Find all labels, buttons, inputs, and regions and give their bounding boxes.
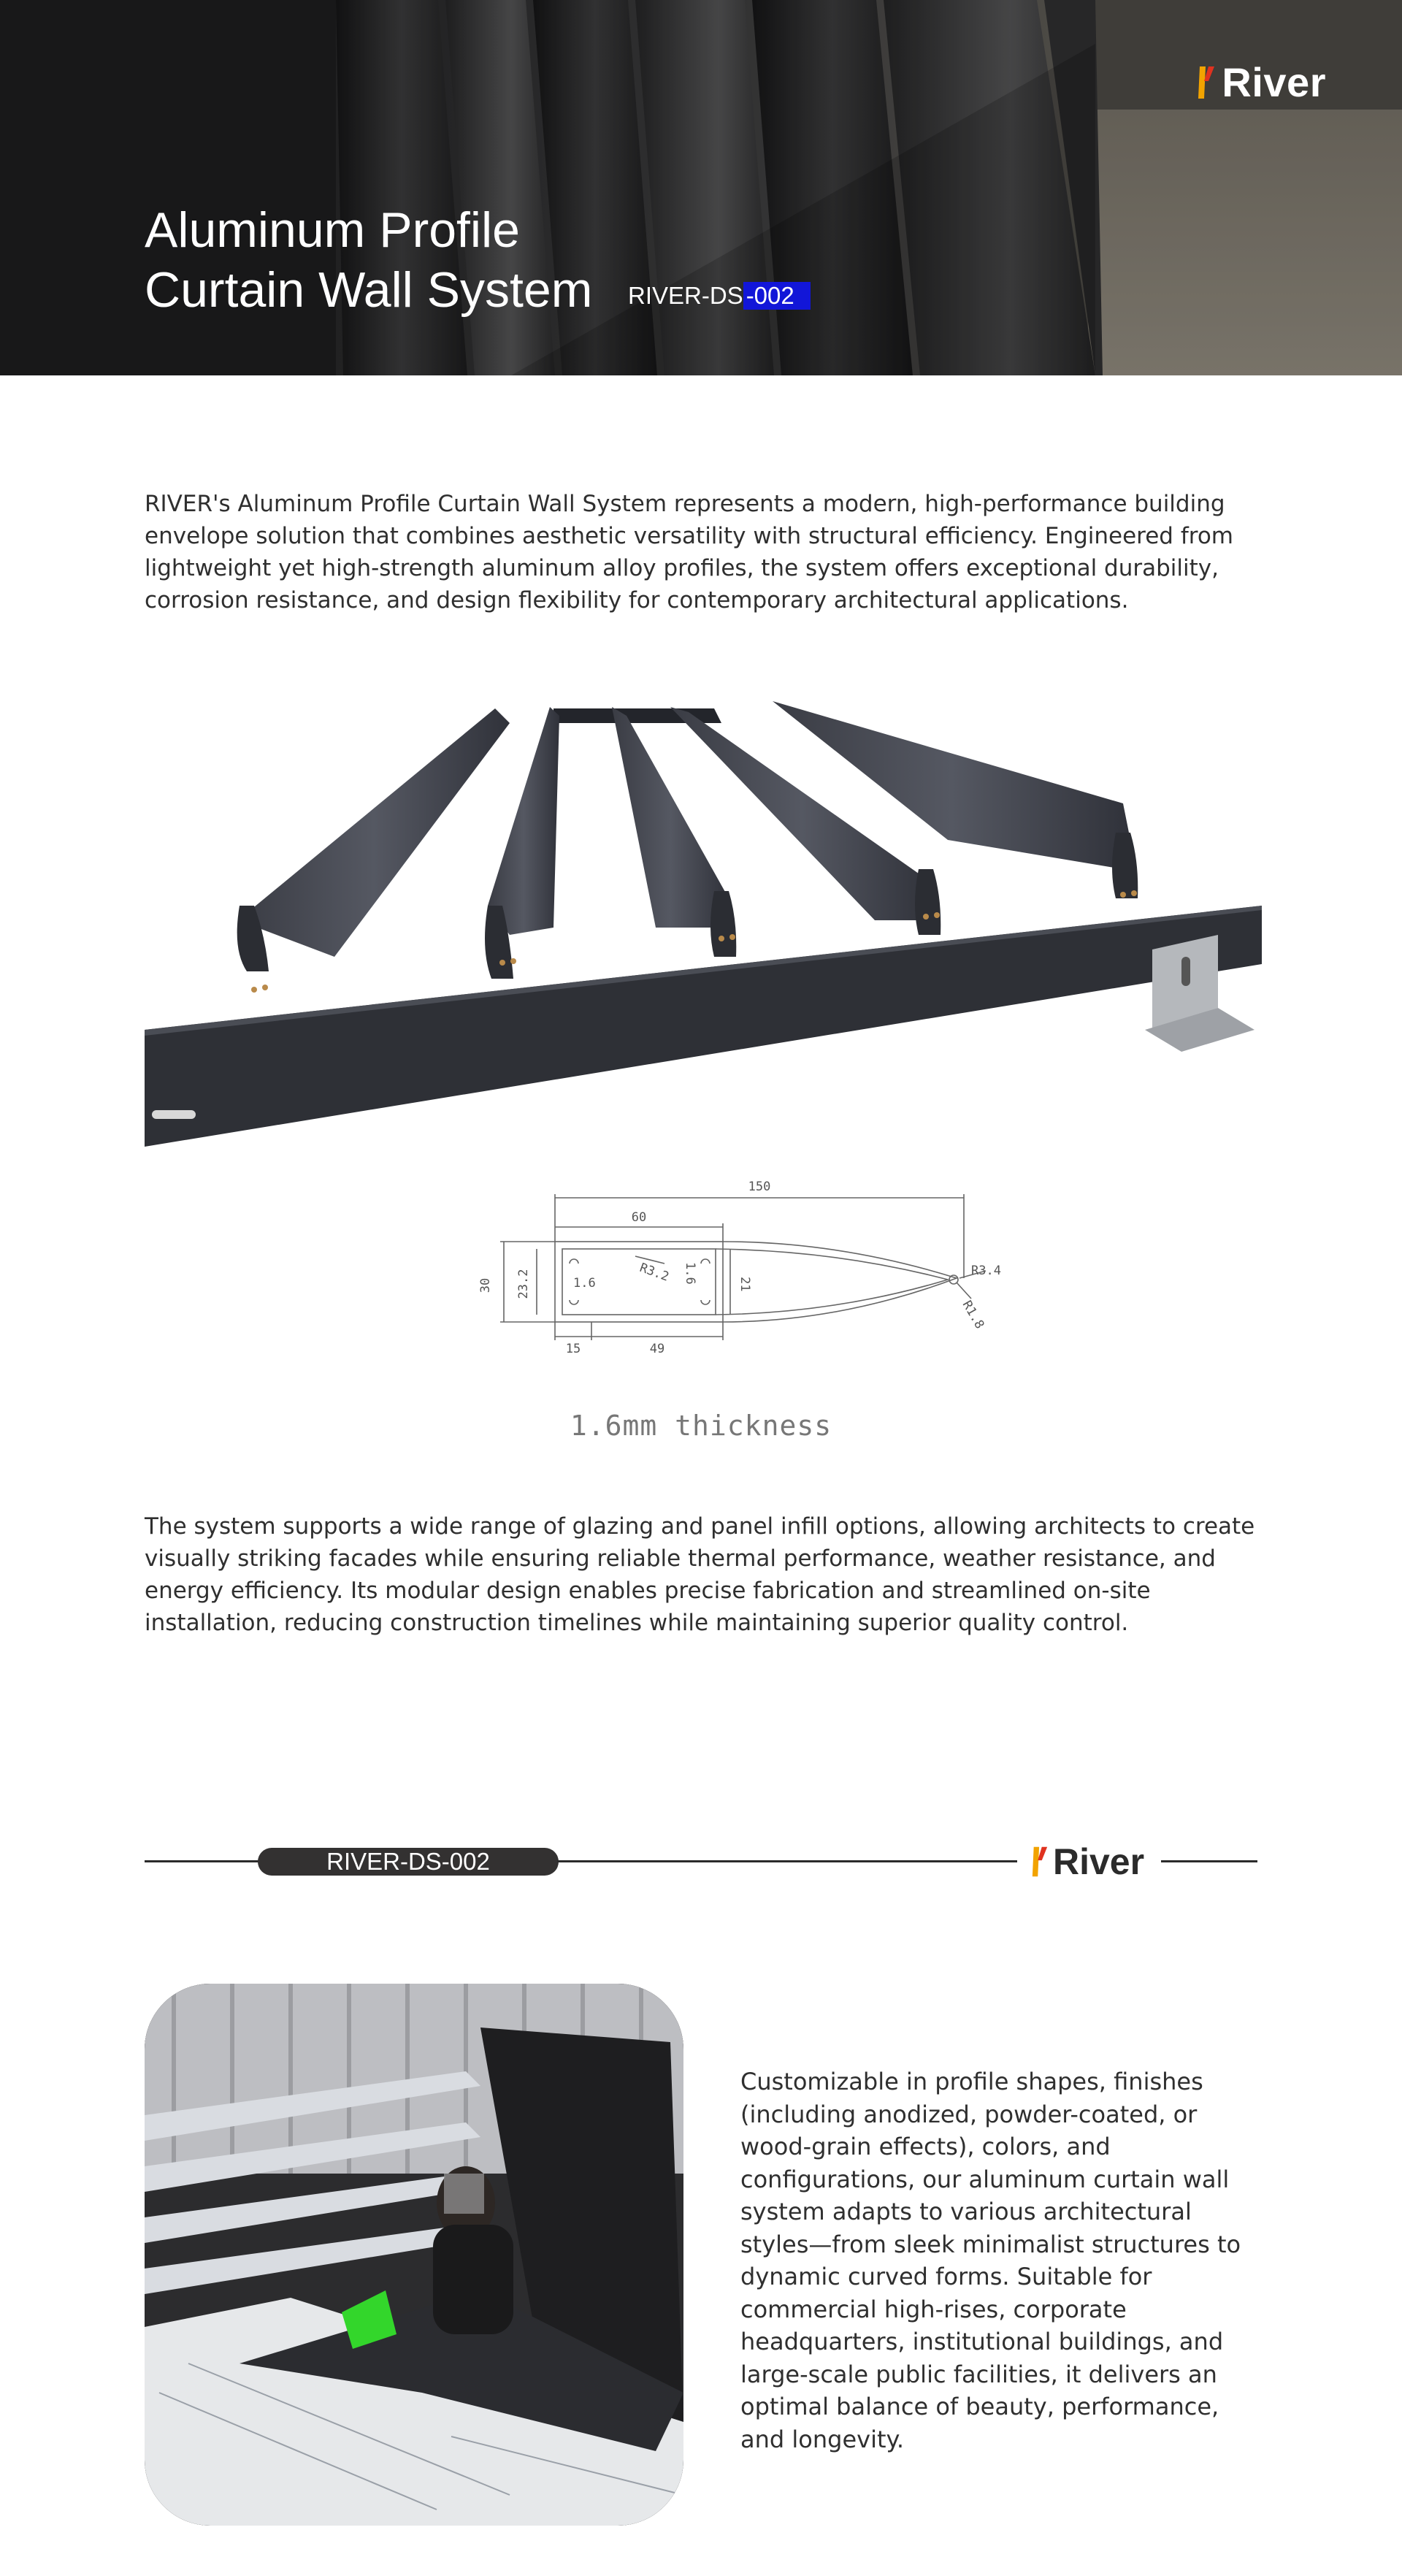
dimension-bottom-right: 49 <box>649 1342 665 1356</box>
dimension-bottom-left: 15 <box>565 1342 581 1356</box>
factory-photo-image <box>145 1984 683 2526</box>
dimension-tip-radius-2: R1.8 <box>959 1298 987 1331</box>
customization-paragraph: Customizable in profile shapes, finishes (including anodized, powder-coated, or wood-grain effects), colors, and configurations, our aluminum curtain wall system adapts to various architectural styles—from sleek minimalist structures to dynamic curved forms. Suitable for commercial high-rises, corporate headquarters, institutional buildings, and large-scale public facilities, it delivers an optimal balance of beauty, performance, and longevity. <box>740 2068 1241 2453</box>
intro-paragraph: RIVER's Aluminum Profile Curtain Wall System represents a modern, high-performance building envelope solution that combines aesthetic versatility with structural efficiency. Engineered from lightweight yet high-strength aluminum alloy profiles, the system offers exceptional durability, corrosion resistance, and design flexibility for contemporary architectural applications. <box>145 491 1233 614</box>
body-paragraph: The system supports a wide range of glazing and panel infill options, allowing architects to create visually striking facades while ensuring reliable thermal performance, weather resistance, and energy efficiency. Its modular design enables precise fabrication and streamlined on-site installation, reducing construction timelines while maintaining superior quality control. <box>145 1513 1255 1636</box>
product-photo-louver-fins <box>145 687 1262 1147</box>
factory-photo <box>145 1984 683 2526</box>
brand-logo <box>1195 58 1326 106</box>
brand-name: River <box>1222 59 1326 105</box>
product-code <box>628 282 811 310</box>
dimension-wall-top: 1.6 <box>683 1262 697 1285</box>
dimension-height: 30 <box>478 1277 493 1293</box>
divider-line-right <box>1161 1860 1257 1862</box>
page-title-line-2: Curtain Wall System <box>145 262 593 318</box>
dimension-inner-right: 21 <box>738 1277 752 1292</box>
profile-technical-drawing <box>460 1154 1015 1388</box>
dimension-tip-radius-1: R3.4 <box>971 1264 1001 1278</box>
dimension-wall-left: 1.6 <box>573 1276 596 1291</box>
divider-line-middle <box>557 1860 1017 1862</box>
page-title <box>145 200 592 320</box>
dimension-box-width: 60 <box>631 1210 647 1225</box>
dimension-total-width: 150 <box>748 1180 771 1194</box>
product-code-prefix: RIVER-DS <box>628 282 743 309</box>
hero-banner <box>0 0 1402 375</box>
dimension-inner-height: 23.2 <box>516 1269 531 1299</box>
dimension-inner-radius: R3.2 <box>637 1260 671 1285</box>
divider-brand-name: River <box>1053 1841 1145 1882</box>
divider-line-left <box>145 1860 261 1862</box>
section-divider <box>145 1841 1257 1881</box>
divider-brand-logo <box>1030 1841 1144 1883</box>
page-title-line-1: Aluminum Profile <box>145 202 520 258</box>
river-logo-mark-icon <box>1195 64 1217 102</box>
river-logo-mark-icon <box>1030 1844 1050 1879</box>
product-code-suffix-highlight: -002 <box>743 282 811 310</box>
thickness-caption: 1.6mm thickness <box>570 1410 832 1442</box>
divider-code-badge: RIVER-DS-002 <box>258 1848 559 1876</box>
